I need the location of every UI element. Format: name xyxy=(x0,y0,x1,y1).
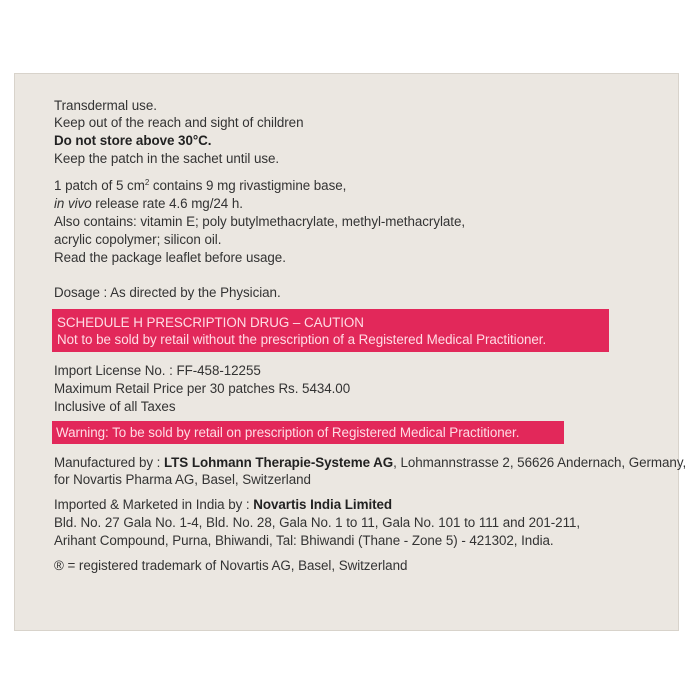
acrylic-copolymer-line: acrylic copolymer; silicon oil. xyxy=(54,232,222,247)
schedule-h-caution-band xyxy=(52,309,609,352)
manufacturer-name: LTS Lohmann Therapie-Systeme AG xyxy=(164,455,394,470)
in-vivo-text: in vivo xyxy=(54,196,92,211)
mrp-line: Maximum Retail Price per 30 patches Rs. 5434.00 xyxy=(54,381,351,396)
read-leaflet-line: Read the package leaflet before usage. xyxy=(54,250,286,265)
importer-address-line-2: Arihant Compound, Purna, Bhiwandi, Tal: Bhiwandi (Thane - Zone 5) - 421302, India. xyxy=(54,533,554,548)
patch-content-post: contains 9 mg rivastigmine base, xyxy=(149,178,347,193)
transdermal-use-line: Transdermal use. xyxy=(54,98,157,113)
release-rate-line xyxy=(54,196,243,212)
patch-content-line xyxy=(54,178,346,194)
patch-content-pre: 1 patch of 5 cm xyxy=(54,178,145,193)
dosage-line: Dosage : As directed by the Physician. xyxy=(54,285,281,300)
importer-name: Novartis India Limited xyxy=(253,497,393,512)
importer-address-line-1: Bld. No. 27 Gala No. 1-4, Bld. No. 28, Gala No. 1 to 11, Gala No. 101 to 111 and 201-211, xyxy=(54,515,581,530)
imported-by-label: Imported & Marketed in India by : xyxy=(54,497,254,512)
release-rate-text: release rate 4.6 mg/24 h. xyxy=(91,196,243,211)
storage-warning-text: Do not store above 30°C. xyxy=(54,133,212,148)
patch-content-superscript: 2 xyxy=(144,178,150,187)
keep-patch-line: Keep the patch in the sachet until use. xyxy=(54,151,280,166)
also-contains-line: Also contains: vitamin E; poly butylmethacrylate, methyl-methacrylate, xyxy=(54,214,466,229)
manufacturer-address: , Lohmannstrasse 2, 56626 Andernach, Germany, xyxy=(393,455,687,470)
import-license-line: Import License No. : FF-458-12255 xyxy=(54,363,261,378)
manufactured-by-label: Manufactured by : xyxy=(54,455,165,470)
manufactured-for-line: for Novartis Pharma AG, Basel, Switzerland xyxy=(54,472,311,487)
not-to-be-sold-line: Not to be sold by retail without the prescription of a Registered Medical Practitioner. xyxy=(57,332,547,347)
keep-out-of-reach-line: Keep out of the reach and sight of children xyxy=(54,115,304,130)
trademark-line: ® = registered trademark of Novartis AG, Basel, Switzerland xyxy=(54,558,408,573)
inclusive-taxes-line: Inclusive of all Taxes xyxy=(54,399,176,414)
imported-by-line xyxy=(54,497,392,513)
manufactured-by-line xyxy=(54,455,686,471)
warning-band xyxy=(52,421,564,444)
storage-warning-line xyxy=(54,133,211,149)
schedule-h-title: SCHEDULE H PRESCRIPTION DRUG – CAUTION xyxy=(57,315,364,330)
warning-text: Warning: To be sold by retail on prescription of Registered Medical Practitioner. xyxy=(56,425,520,440)
